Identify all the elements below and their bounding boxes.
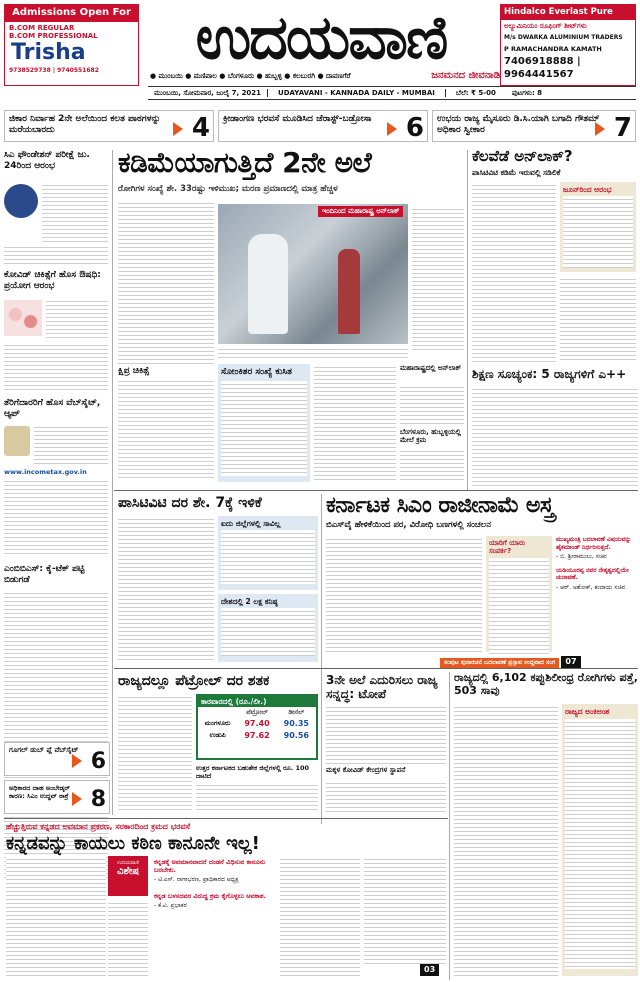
petrol-body-2 [196,782,318,812]
dateline-strip [148,86,636,100]
lead-sub1: ಕ್ಷಿಪ್ರ ಚಿಕಿತ್ಸೆ [118,366,150,376]
lead-subhead: ರೋಗಿಗಳ ಸಂಖ್ಯೆ ಶೇ. 33ರಷ್ಟು ಇಳಿಮುಖ; ಮರಣ ಪ್ರಮಾಣದಲ್ಲಿ ಮಾತ್ರ ಹೆಚ್ಚಳ [118,184,338,194]
kannada-body-3 [280,856,360,976]
promo-1[interactable] [4,110,214,142]
state-stats-box [562,704,638,976]
unlock-box-head: ಜೂನ್‌ರಿಂದ ಆರಂಭ [563,185,612,194]
left-column [4,150,108,820]
state-stats-body [565,719,635,969]
unlock-body [472,182,556,362]
ad-trisha-brand: Trisha [11,40,86,65]
fuel-row-2-city: ಉಡುಪಿ [209,730,226,739]
state-cases-headline[interactable]: ರಾಜ್ಯದಲ್ಲಿ 6,102 ಕಪ್ಪುಶಿಲೀಂಧ್ರ ರೋಗಿಗಳು ಪತ್ತೆ, 503 ಸಾವು [454,671,638,697]
lead-photo-tag: ಇಂದಿನಿಂದ ಮಹಾರಾಷ್ಟ್ರ ಅನ್‌ಲಾಕ್ [318,206,403,217]
special-badge [108,856,148,896]
cm-author-2: - ಆರ್. ಅಶೋಕ್, ಕಂದಾಯ ಸಚಿವ [556,583,626,591]
inside-ref-2-number [72,785,106,811]
cm-jump-page: 07 [561,656,580,668]
tax-site-body-2 [4,478,108,556]
ad-trisha-line1: B.COM REGULAR [9,23,75,32]
lead-body-col [118,200,214,365]
lead-side-col [412,206,464,351]
lead-headline[interactable]: ಕಡಿಮೆಯಾಗುತ್ತಿದೆ 2ನೇ ಅಲೆ [118,146,372,179]
fuel-row-2-diesel: 90.56 [283,730,309,740]
kannada-body-4 [364,856,446,964]
inside-ref-1[interactable] [4,742,110,776]
kannada-jump-page: 03 [420,964,439,976]
inside-ref-2[interactable] [4,780,110,814]
wave3-headline[interactable]: 3ನೇ ಅಲೆ ಎದುರಿಸಲು ರಾಜ್ಯ ಸನ್ನದ್ಧ: ಟೋಪೆ [326,673,438,701]
lead-sub1-body [118,378,214,478]
kannada-quotes [154,858,274,976]
lead-stats-body [314,364,396,482]
arrow-right-icon [72,792,82,806]
petrol-note: ಉತ್ತರ ಕರ್ನಾಟಕದ ಬಹುತೇಕ ಜಿಲ್ಲೆಗಳಲ್ಲಿ ರೂ. 100 ದಾಟಿದೆ [196,764,310,781]
promo-2-text: ಕ್ರೀಡಾಂಗಣ ಭರವಸೆ ಮೂಡಿಸಿದ ಜೆರಾಸ್ಟ್‌-ಬಡ್ರೋಸಾ [223,114,372,124]
inside-ref-2-label: ಅಧಿಕಾರದ ದಾಹ ಅಂಬೇಡ್ಕರ್ ಕಾರಣ: ಸಿಎಂ ಉದ್ಧವ್ ಠಾಕ್ರೆ [9,784,70,801]
promo-2-num: 6 [405,113,424,142]
promo-3-text: ಉಭಯ ರಾಜ್ಯ ಮೈಸೂರು ಡಿ.ಸಿ.ಯಾಗಿ ಬಗಾದಿ ಗೌತಮ್ ಅಧಿಕಾರ ಸ್ವೀಕಾರ [437,114,600,136]
state-stats-head: ರಾಜ್ಯದ ಅಂಕಿಅಂಶ [565,707,610,716]
dateline-price: ಬೆಲೆ: ₹ 5-00 [445,89,506,98]
dateline-date: ಮುಂಬಯಿ, ಸೋಮವಾರ, ಜುಲೈ 7, 2021 [154,88,262,97]
pills-photo [4,300,42,336]
special-badge-top: ಉದಯವಾಣಿ [117,860,139,866]
ad-trisha-phone: 9738529738 | 9740551682 [9,67,99,75]
covid-drug-headline[interactable]: ಕೋವಿಡ್ ಚಿಕಿತ್ಸೆಗೆ ಹೊಸ ಔಷಧಿ: ಪ್ರಯೋಗ ಆರಂಭ [4,270,101,291]
mannequin-figure [338,249,360,334]
covid-drug-body [46,298,108,340]
fuel-row-1-petrol: 97.40 [244,718,270,728]
column-divider-2 [467,150,468,490]
cm-contacts-body [489,558,549,654]
positivity-box-2-body [221,608,315,656]
promo-2-number [387,115,424,141]
worker-figure [248,234,288,334]
edu-index-body [472,386,638,486]
hrule-mid [114,490,638,491]
hrule-bottom [4,818,448,819]
promo-1-num: 4 [191,113,210,142]
ad-trisha-title: Admissions Open For [5,5,138,22]
mbbs-headline[interactable]: ಎಂಬಿಬಿಎಸ್: ಕೈ-ಟೆಕ್ ಪಟ್ಟಿ ಬಿಡುಗಡೆ [4,564,85,585]
positivity-body [118,516,214,662]
kannada-quote-1: ಕನ್ನಡಕ್ಕೆ ಅವಮಾನವಾದರೆ ದಂಡನೆ ವಿಧಿಸುವ ಕಾನೂನು ಬರಬೇಕು. [154,858,266,875]
fuel-row-1 [198,718,316,730]
dateline-pages: ಪುಟಗಳು: 8 [511,88,543,97]
unlock-headline[interactable]: ಕೆಲವೆಡೆ ಅನ್‌ಲಾಕ್? [472,147,573,165]
cm-jump-label: ಸಂಪುಟ ಪುನಾರಚನೆ ಬದಲಾವಣೆ ಪ್ರಸ್ತಾಪ ಉದ್ದವಾದ ಸಂಗ [440,658,559,668]
positivity-box-1-head: ಐದು ಜಿಲ್ಲೆಗಳಲ್ಲಿ ಸಾವಿಲ್ಲ [221,519,281,528]
kannada-jump[interactable] [420,964,439,976]
cm-author-1: - ಬಿ. ಶ್ರೀರಾಮುಲು, ಸಚಿವ [556,553,607,560]
ad-trisha[interactable] [4,4,139,86]
arrow-right-icon [595,122,605,136]
masthead-tagline: ಜನಮನದ ಜೀವನಾಡಿ [431,70,500,81]
lead-photo-caption [218,346,408,360]
lead-sub3-body [400,448,464,482]
lead-sub2: ಮಹಾರಾಷ್ಟ್ರದಲ್ಲಿ ಅನ್‌ಲಾಕ್ [400,364,462,372]
kannada-author-1: - ಟಿ.ಎಸ್. ನಾಗಾಭರಣ, ಪ್ರಾಧಿಕಾರದ ಅಧ್ಯಕ್ಷ [154,876,239,884]
positivity-box-2-head: ದೇಶದಲ್ಲಿ 2 ಲಕ್ಷ ಕನಿಷ್ಠ [221,597,278,606]
promo-3[interactable] [432,110,636,142]
fuel-row-1-diesel: 90.35 [283,718,309,728]
state-cases-body [454,704,558,976]
positivity-box-2 [218,594,318,662]
kannada-kicker: ಹೆಚ್ಚುತ್ತಿರುವ ಕನ್ನಡದ ಅವಮಾನ ಪ್ರಕರಣ, ಸರಕಾರದಿಂದ ಕ್ರಮದ ಭರವಸೆ [6,822,191,831]
petrol-headline[interactable]: ರಾಜ್ಯದಲ್ಲೂ ಪೆಟ್ರೋಲ್ ದರ ಶತಕ [118,673,270,689]
unlock-box [560,182,636,272]
promo-2[interactable] [218,110,428,142]
ad-hindalco-phones: 7406918888 | 9964441567 [504,56,581,80]
fuel-header-row [198,707,316,717]
dateline-edition: UDAYAVANI - KANNADA DAILY - MUMBAI [267,89,445,98]
inside-ref-1-number [72,747,106,773]
cm-quote-2: ಯಡಿಯೂರಪ್ಪ ನವರ ನೇತೃತ್ವದಲ್ಲಿಯೇ ಚುನಾವಣೆ. [556,566,629,581]
cm-quote-1: ಮುಖ್ಯಮಂತ್ರಿ ಬದಲಾವಣೆ ವಿಷಯವನ್ನು ಹೈಕಮಾಂಡ್ ನಿರ್ಧರಿಸುತ್ತದೆ. [556,536,632,551]
cm-body [326,536,482,654]
fuel-box-title: ಕಾರವಾರದಲ್ಲಿ [201,697,233,706]
edu-index-headline[interactable]: ಶಿಕ್ಷಣ ಸೂಚ್ಯಂಕ: 5 ರಾಜ್ಯಗಳಿಗೆ ಎ++ [472,367,627,381]
positivity-box-1-body [221,530,315,584]
ad-hindalco[interactable] [500,4,636,86]
ad-hindalco-dealer: M/s DWARKA ALUMINIUM TRADERS [504,34,623,42]
arrow-right-icon [387,122,397,136]
cm-subhead: ಬಿಎಸ್‌ವೈ ಹೇಳಿಕೆಯಿಂದ ಪರ, ವಿರೋಧಿ ಬಣಗಳಲ್ಲಿ ಸಂಚಲನ [326,520,491,530]
ad-hindalco-title: Hindalco Everlast Pure [501,5,635,20]
promo-1-number [173,115,210,141]
lead-box-body [221,381,307,476]
lead-box-head: ಸೋಂಕಿತರ ಸಂಖ್ಯೆ ಕುಸಿತ [221,367,292,377]
cm-contacts-head: ಯಾರಿಗೆ ಯಾರು ಸಂಪರ್ಕ? [489,539,526,556]
hrule-petrol [114,668,638,669]
ca-exam-headline[interactable]: ಸಿಎ ಫೌಂಡೇಶನ್ ಪರೀಕ್ಷೆ ಜು. 24ರಿಂದ ಆರಂಭ [4,150,90,171]
lead-stats-box [314,364,396,482]
unlock-subhead: ಪಾಸಿಟಿವಿಟಿ ಕಡಿಮೆ ಇರುವಲ್ಲಿ ಸಡಿಲಿಕೆ [472,168,561,177]
fuel-price-box [196,694,318,760]
promo-3-num: 7 [613,113,632,142]
unlock-box-body [563,196,633,268]
column-divider-1 [112,150,113,815]
emblem-logo [4,426,30,456]
promo-3-number [595,115,632,141]
lead-sub3: ಬೆಂಗಳೂರು, ಹುಬ್ಬಳ್ಳಿಯಲ್ಲಿ ಮೇಲೆ ಕ್ರಮ [400,428,461,445]
kannada-body-2 [108,900,148,976]
arrow-right-icon [72,754,82,768]
wave3-body-2 [326,780,446,814]
column-divider-4 [449,672,450,980]
ad-trisha-line2: B.COM PROFESSIONAL [9,32,98,41]
unlock-body-2 [560,276,636,362]
covid-drug-body-2 [4,342,108,392]
lead-sub2-body [400,384,464,424]
fuel-header-diesel: ಡೀಸೆಲ್ [288,708,305,717]
tax-site-url[interactable]: www.incometax.gov.in [4,468,87,476]
wave3-body [326,704,446,764]
positivity-headline[interactable]: ಪಾಸಿಟಿವಿಟಿ ದರ ಶೇ. 7ಕ್ಕೆ ಇಳಿಕೆ [118,495,262,511]
tax-site-body [34,424,108,464]
fuel-header-petrol: ಪೆಟ್ರೋಲ್ [246,708,268,717]
ad-hindalco-name: P RAMACHANDRA KAMATH [504,44,602,53]
inside-ref-1-num: 6 [90,749,106,774]
ad-hindalco-line1: ಅಲ್ಯುಮಿನಿಯಂ ರೂಫಿಂಗ್ ಶೀಟ್‌ಗಳು [504,21,587,30]
kannada-headline[interactable]: ಕನ್ನಡವನ್ನು ಕಾಯಲು ಕಠಿಣ ಕಾನೂನೇ ಇಲ್ಲ! [6,833,260,854]
inside-ref-2-num: 8 [90,787,106,812]
ca-logo [4,184,38,218]
ca-exam-body-2 [4,244,108,264]
cm-quotes [556,536,638,668]
promo-1-text: ಜಿಕಾರ ನಿರ್ವಾಹ 2ನೇ ಅಲೆಯಿಂದ ಕಲತ ಪಾಠಗಳನ್ನು ಮರೆಯಬಾರದು [9,114,161,136]
fuel-row-1-city: ಮಂಗಳೂರು [204,718,231,727]
cm-headline[interactable]: ಕರ್ನಾಟಕ ಸಿಎಂ ರಾಜೀನಾಮೆ ಅಸ್ತ್ರ [326,493,554,518]
fuel-box-unit: (ರೂ./ಲೀ.) [235,697,267,706]
wave3-sub: ಮಕ್ಕಳ ಕೋವಿಡ್ ಕೇಂದ್ರಗಳ ಸ್ಥಾಪನೆ [326,766,406,774]
special-badge-text: ವಿಶೇಷ [116,866,139,878]
inside-ref-1-label: ಗೂಗಲ್ ಡುಬ್ ಪ್ಲೆ ವೆಬ್‌ಸೈಟ್ [9,746,79,754]
tax-site-headline[interactable]: ತೆರಿಗೆದಾರರಿಗೆ ಹೊಸ ವೆಬ್‌ಸೈಟ್, ಆ್ಯಪ್ [4,398,101,419]
lead-photo-sanitizing [218,204,408,344]
masthead[interactable]: ಉದಯವಾಣಿ [195,3,447,73]
fuel-box-header [198,696,316,707]
masthead-editions: ● ಮುಂಬಯಿ ● ಮಣಿಪಾಲ ● ಬೆಂಗಳೂರು ● ಹುಬ್ಬಳ್ಳಿ ● ಕಲಬುರಗಿ ● ದಾವಣಗೆರೆ [150,72,351,80]
positivity-box-1 [218,516,318,590]
kannada-body [6,856,106,976]
kannada-author-2: - ಕೆ.ವಿ. ಪ್ರಭಾಕರ [154,901,187,909]
cm-contacts-box [486,536,552,652]
ca-exam-body [42,182,108,242]
kannada-quote-2: ಕನ್ನಡ ಬಳಸದವರ ವಿರುದ್ಧ ಕ್ರಮ ಕೈಗೊಳ್ಳಲು ಅವಕಾಶ. [154,891,266,900]
lead-box [218,364,310,482]
fuel-row-2-petrol: 97.62 [244,730,270,740]
arrow-right-icon [173,122,183,136]
fuel-row-2 [198,730,316,742]
petrol-body [118,694,192,812]
column-divider-3 [321,494,322,824]
